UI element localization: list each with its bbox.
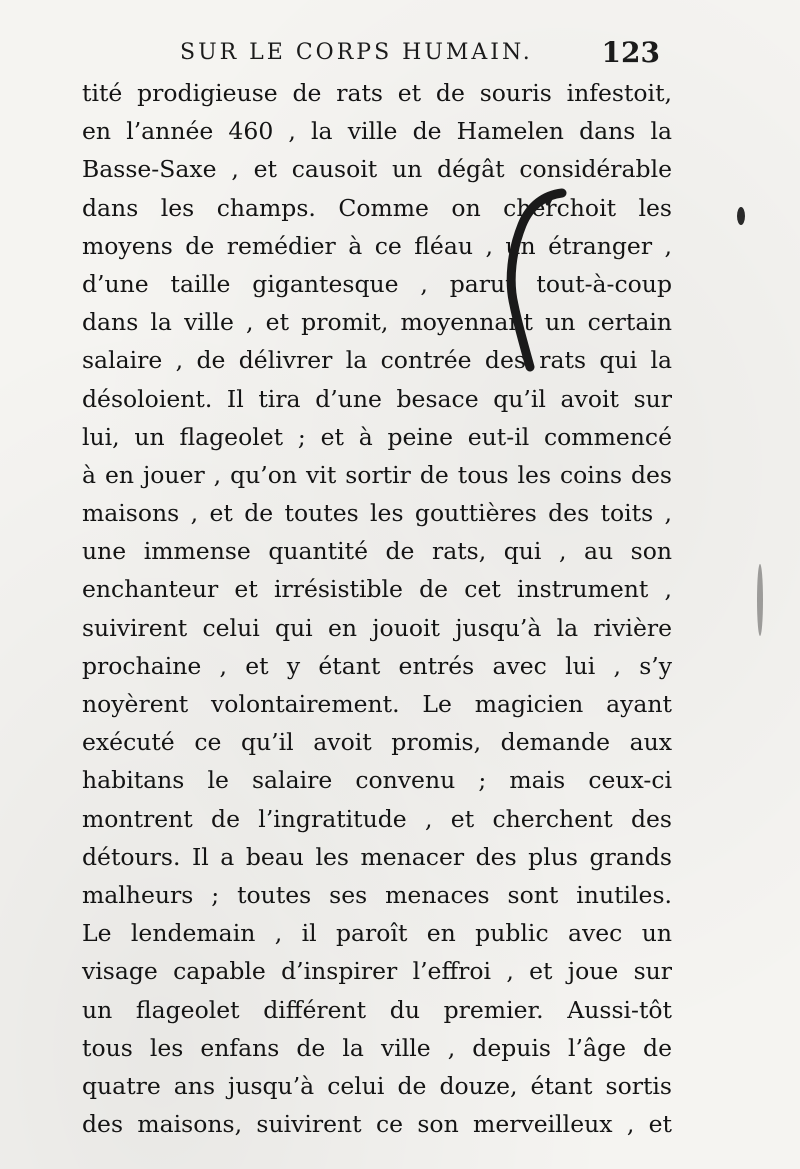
text-line: quatre ans jusqu’à celui de douze, étant sortis [82, 1071, 672, 1100]
text-line: dans les champs. Comme on cherchoit les [82, 193, 672, 222]
text-line: une immense quantité de rats, qui , au son [82, 537, 672, 566]
text-line: dans la ville , et promit, moyennant un certain [82, 308, 672, 337]
text-line: d’une taille gigantesque , parut tout-à-coup [82, 269, 672, 298]
text-line: Basse-Saxe , et causoit un dégât considérable [82, 155, 672, 184]
running-head: SUR LE CORPS HUMAIN. [180, 40, 533, 65]
body-text [82, 74, 672, 1143]
text-line: montrent de l’ingratitude , et cherchent des [82, 804, 672, 833]
text-line: exécuté ce qu’il avoit promis, demande aux [82, 728, 672, 757]
text-line: un flageolet différent du premier. Aussi-tôt [82, 995, 672, 1024]
text-line: lui, un flageolet ; et à peine eut-il commencé [82, 422, 672, 451]
ink-smudge-icon [735, 205, 747, 227]
text-line: tous les enfans de la ville , depuis l’âge de [82, 1033, 672, 1062]
text-line: maisons , et de toutes les gouttières des toits , [82, 499, 672, 528]
text-line: noyèrent volontairement. Le magicien ayant [82, 690, 672, 718]
text-line: malheurs ; toutes ses menaces sont inutiles. [82, 880, 672, 909]
text-line: habitans le salaire convenu ; mais ceux-ci [82, 766, 672, 795]
text-line: suivirent celui qui en jouoit jusqu’à la rivière [82, 613, 672, 642]
text-line: visage capable d’inspirer l’effroi , et joue sur [82, 957, 672, 986]
text-line: prochaine , et y étant entrés avec lui , s’y [82, 651, 672, 680]
text-line: moyens de remédier à ce fléau , un étranger , [82, 231, 672, 260]
text-line: Le lendemain , il paroît en public avec un [82, 919, 672, 948]
text-line: à en jouer , qu’on vit sortir de tous les coins des [82, 460, 672, 489]
text-line: détours. Il a beau les menacer des plus grands [82, 842, 672, 871]
text-line: désoloient. Il tira d’une besace qu’il avoit sur [82, 384, 672, 413]
text-line: des maisons, suivirent ce son merveilleux , et [82, 1110, 672, 1139]
ink-smudge-icon [755, 560, 765, 640]
text-line: salaire , de délivrer la contrée des rats qui la [82, 346, 672, 375]
page-header [180, 36, 660, 70]
page-number: 123 [601, 36, 660, 69]
text-line: tité prodigieuse de rats et de souris infestoit, [82, 79, 672, 107]
text-line: en l’année 460 , la ville de Hamelen dans la [82, 117, 672, 146]
text-line: enchanteur et irrésistible de cet instrument , [82, 575, 672, 604]
